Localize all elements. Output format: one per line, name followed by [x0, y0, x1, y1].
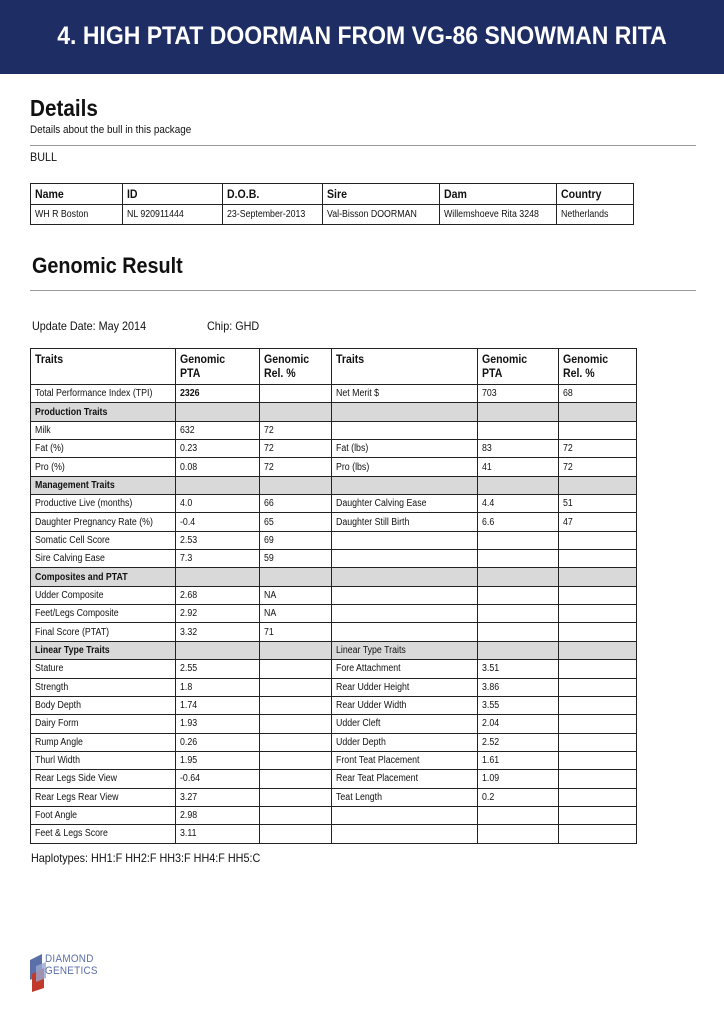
table-cell — [559, 623, 637, 641]
table-row — [31, 733, 637, 751]
table-row — [31, 660, 637, 678]
table-cell: 72 — [559, 458, 637, 476]
table-cell: NA — [260, 605, 332, 623]
table-cell — [332, 806, 478, 824]
table-row — [31, 788, 637, 806]
update-date: Update Date: May 2014 — [32, 319, 147, 333]
column-header: Genomic PTA — [176, 349, 260, 385]
table-row — [31, 605, 637, 623]
table-row — [31, 440, 637, 458]
table-row — [31, 586, 637, 604]
table-cell — [478, 623, 559, 641]
table-cell: Willemshoeve Rita 3248 — [440, 205, 557, 225]
table-cell: 1.61 — [478, 751, 559, 769]
table-cell: 3.86 — [478, 678, 559, 696]
table-cell: 65 — [260, 513, 332, 531]
table-cell: 4.0 — [176, 495, 260, 513]
table-cell — [559, 696, 637, 714]
table-cell — [559, 715, 637, 733]
table-cell: 1.95 — [176, 751, 260, 769]
column-header: Genomic PTA — [478, 349, 559, 385]
table-cell: Daughter Pregnancy Rate (%) — [31, 513, 176, 531]
table-cell — [260, 806, 332, 824]
column-header: Sire — [323, 184, 440, 205]
table-cell: Fat (%) — [31, 440, 176, 458]
table-cell: Pro (lbs) — [332, 458, 478, 476]
table-cell: Foot Angle — [31, 806, 176, 824]
table-cell: Net Merit $ — [332, 385, 478, 403]
table-cell — [478, 568, 559, 586]
table-cell: Fore Attachment — [332, 660, 478, 678]
column-header: Genomic Rel. % — [260, 349, 332, 385]
table-cell — [478, 421, 559, 439]
table-cell — [559, 586, 637, 604]
table-cell: Fat (lbs) — [332, 440, 478, 458]
table-cell: 83 — [478, 440, 559, 458]
table-cell — [332, 605, 478, 623]
table-cell: Rear Udder Width — [332, 696, 478, 714]
table-cell — [176, 476, 260, 494]
table-cell: Rear Legs Side View — [31, 770, 176, 788]
column-header: Name — [31, 184, 123, 205]
table-cell: 0.08 — [176, 458, 260, 476]
table-cell: NA — [260, 586, 332, 604]
table-cell: Somatic Cell Score — [31, 531, 176, 549]
table-cell: 0.2 — [478, 788, 559, 806]
table-cell: Teat Length — [332, 788, 478, 806]
table-cell: 2.55 — [176, 660, 260, 678]
table-cell — [332, 421, 478, 439]
table-cell — [260, 825, 332, 843]
title-banner — [0, 0, 724, 74]
table-row — [31, 715, 637, 733]
haplotypes: Haplotypes: HH1:F HH2:F HH3:F HH4:F HH5:C — [31, 851, 261, 865]
table-cell: 2.52 — [478, 733, 559, 751]
table-cell — [332, 550, 478, 568]
table-cell: Final Score (PTAT) — [31, 623, 176, 641]
bull-table-header — [31, 184, 634, 205]
table-cell: 51 — [559, 495, 637, 513]
table-cell: 2.98 — [176, 806, 260, 824]
bull-info-table — [30, 183, 634, 225]
table-cell — [260, 568, 332, 586]
table-row — [31, 385, 637, 403]
table-cell: Dairy Form — [31, 715, 176, 733]
table-cell — [559, 678, 637, 696]
table-cell: 7.3 — [176, 550, 260, 568]
table-cell: 3.55 — [478, 696, 559, 714]
table-row — [31, 495, 637, 513]
table-cell: 3.32 — [176, 623, 260, 641]
divider — [30, 145, 696, 146]
table-cell: Sire Calving Ease — [31, 550, 176, 568]
table-row — [31, 623, 637, 641]
table-cell — [559, 605, 637, 623]
table-cell — [260, 770, 332, 788]
table-cell: Strength — [31, 678, 176, 696]
section-row — [31, 403, 637, 421]
table-cell — [176, 641, 260, 659]
table-cell: 59 — [260, 550, 332, 568]
page-title: 4. HIGH PTAT DOORMAN FROM VG-86 SNOWMAN RITA — [57, 22, 667, 50]
table-cell: Body Depth — [31, 696, 176, 714]
table-cell: 4.4 — [478, 495, 559, 513]
table-row — [31, 513, 637, 531]
table-cell: Rear Teat Placement — [332, 770, 478, 788]
table-cell — [260, 751, 332, 769]
table-cell: 2.92 — [176, 605, 260, 623]
table-row — [31, 696, 637, 714]
table-cell — [559, 788, 637, 806]
table-cell: 1.93 — [176, 715, 260, 733]
genomic-heading: Genomic Result — [32, 253, 183, 278]
details-heading: Details — [30, 95, 98, 121]
table-cell: 69 — [260, 531, 332, 549]
table-cell: Management Traits — [31, 476, 176, 494]
table-cell — [559, 770, 637, 788]
genomic-table — [30, 348, 637, 844]
table-cell — [260, 678, 332, 696]
table-row — [31, 550, 637, 568]
table-cell: 3.51 — [478, 660, 559, 678]
table-cell — [559, 806, 637, 824]
table-cell — [478, 605, 559, 623]
table-cell — [332, 568, 478, 586]
table-cell: 703 — [478, 385, 559, 403]
table-cell — [478, 403, 559, 421]
table-row — [31, 531, 637, 549]
table-cell — [332, 403, 478, 421]
divider — [30, 290, 696, 291]
table-cell — [332, 623, 478, 641]
table-cell: 2326 — [176, 385, 260, 403]
table-cell: 47 — [559, 513, 637, 531]
table-cell: Thurl Width — [31, 751, 176, 769]
table-cell: 72 — [260, 421, 332, 439]
section-row — [31, 476, 637, 494]
table-cell: Daughter Calving Ease — [332, 495, 478, 513]
column-header: Traits — [31, 349, 176, 385]
section-row — [31, 568, 637, 586]
table-cell: Rear Legs Rear View — [31, 788, 176, 806]
logo-wordmark-1: DIAMOND — [45, 953, 94, 965]
table-cell: 41 — [478, 458, 559, 476]
details-subheading: Details about the bull in this package — [30, 124, 192, 136]
table-cell: WH R Boston — [31, 205, 123, 225]
section-row — [31, 641, 637, 659]
table-row — [31, 421, 637, 439]
table-cell — [332, 476, 478, 494]
column-header: Country — [556, 184, 633, 205]
table-cell — [332, 531, 478, 549]
table-cell: 2.68 — [176, 586, 260, 604]
table-cell: 71 — [260, 623, 332, 641]
table-cell — [260, 715, 332, 733]
table-cell: 2.53 — [176, 531, 260, 549]
table-cell: Production Traits — [31, 403, 176, 421]
column-header: Genomic Rel. % — [559, 349, 637, 385]
table-cell — [559, 825, 637, 843]
table-cell: Milk — [31, 421, 176, 439]
table-cell — [176, 568, 260, 586]
table-row — [31, 806, 637, 824]
table-cell: -0.64 — [176, 770, 260, 788]
table-cell — [260, 733, 332, 751]
table-cell: Val-Bisson DOORMAN — [323, 205, 440, 225]
table-row — [31, 825, 637, 843]
table-cell — [478, 531, 559, 549]
column-header: Traits — [332, 349, 478, 385]
table-cell — [332, 586, 478, 604]
table-row — [31, 770, 637, 788]
table-row — [31, 751, 637, 769]
table-cell: Udder Cleft — [332, 715, 478, 733]
table-cell — [478, 806, 559, 824]
table-cell: Udder Depth — [332, 733, 478, 751]
table-cell: Total Performance Index (TPI) — [31, 385, 176, 403]
table-cell — [559, 660, 637, 678]
table-cell: 6.6 — [478, 513, 559, 531]
table-cell: 1.09 — [478, 770, 559, 788]
table-cell — [478, 476, 559, 494]
table-cell — [478, 641, 559, 659]
table-cell — [176, 403, 260, 421]
table-cell: Udder Composite — [31, 586, 176, 604]
table-cell — [559, 733, 637, 751]
table-cell — [559, 751, 637, 769]
table-cell: Linear Type Traits — [332, 641, 478, 659]
table-cell: Stature — [31, 660, 176, 678]
table-cell: Linear Type Traits — [31, 641, 176, 659]
table-cell: 66 — [260, 495, 332, 513]
table-cell: 1.8 — [176, 678, 260, 696]
table-cell — [260, 660, 332, 678]
table-cell — [559, 641, 637, 659]
table-cell: 3.11 — [176, 825, 260, 843]
table-row — [31, 678, 637, 696]
table-cell — [478, 550, 559, 568]
table-cell — [260, 385, 332, 403]
chip-label: Chip: GHD — [207, 319, 260, 333]
table-cell: Composites and PTAT — [31, 568, 176, 586]
table-cell: 0.23 — [176, 440, 260, 458]
column-header: Dam — [440, 184, 557, 205]
table-cell: Front Teat Placement — [332, 751, 478, 769]
table-cell — [559, 476, 637, 494]
table-cell — [559, 550, 637, 568]
table-cell: 72 — [559, 440, 637, 458]
table-cell: 1.74 — [176, 696, 260, 714]
table-cell: 72 — [260, 440, 332, 458]
table-cell: 72 — [260, 458, 332, 476]
table-cell — [260, 476, 332, 494]
table-cell: 2.04 — [478, 715, 559, 733]
column-header: ID — [123, 184, 222, 205]
table-cell — [559, 531, 637, 549]
table-cell — [260, 403, 332, 421]
table-cell — [559, 421, 637, 439]
table-cell — [478, 586, 559, 604]
genomic-table-header — [31, 349, 637, 385]
table-cell: Rump Angle — [31, 733, 176, 751]
table-cell: NL 920911444 — [123, 205, 222, 225]
table-cell — [260, 788, 332, 806]
table-cell — [332, 825, 478, 843]
table-cell: 632 — [176, 421, 260, 439]
table-cell: 3.27 — [176, 788, 260, 806]
table-cell: Daughter Still Birth — [332, 513, 478, 531]
table-cell: 23-September-2013 — [222, 205, 323, 225]
table-cell: Feet & Legs Score — [31, 825, 176, 843]
table-cell: Feet/Legs Composite — [31, 605, 176, 623]
table-cell: Rear Udder Height — [332, 678, 478, 696]
table-cell: Netherlands — [556, 205, 633, 225]
table-cell — [260, 696, 332, 714]
table-cell: 0.26 — [176, 733, 260, 751]
table-cell: 68 — [559, 385, 637, 403]
column-header: D.O.B. — [222, 184, 323, 205]
table-cell — [559, 403, 637, 421]
table-cell — [559, 568, 637, 586]
table-cell: Productive Live (months) — [31, 495, 176, 513]
table-row — [31, 205, 634, 225]
table-cell — [260, 641, 332, 659]
table-row — [31, 458, 637, 476]
logo-wordmark-2: GENETICS — [45, 965, 98, 977]
bull-section-label: BULL — [30, 150, 58, 164]
table-cell: Pro (%) — [31, 458, 176, 476]
table-cell: -0.4 — [176, 513, 260, 531]
table-cell — [478, 825, 559, 843]
